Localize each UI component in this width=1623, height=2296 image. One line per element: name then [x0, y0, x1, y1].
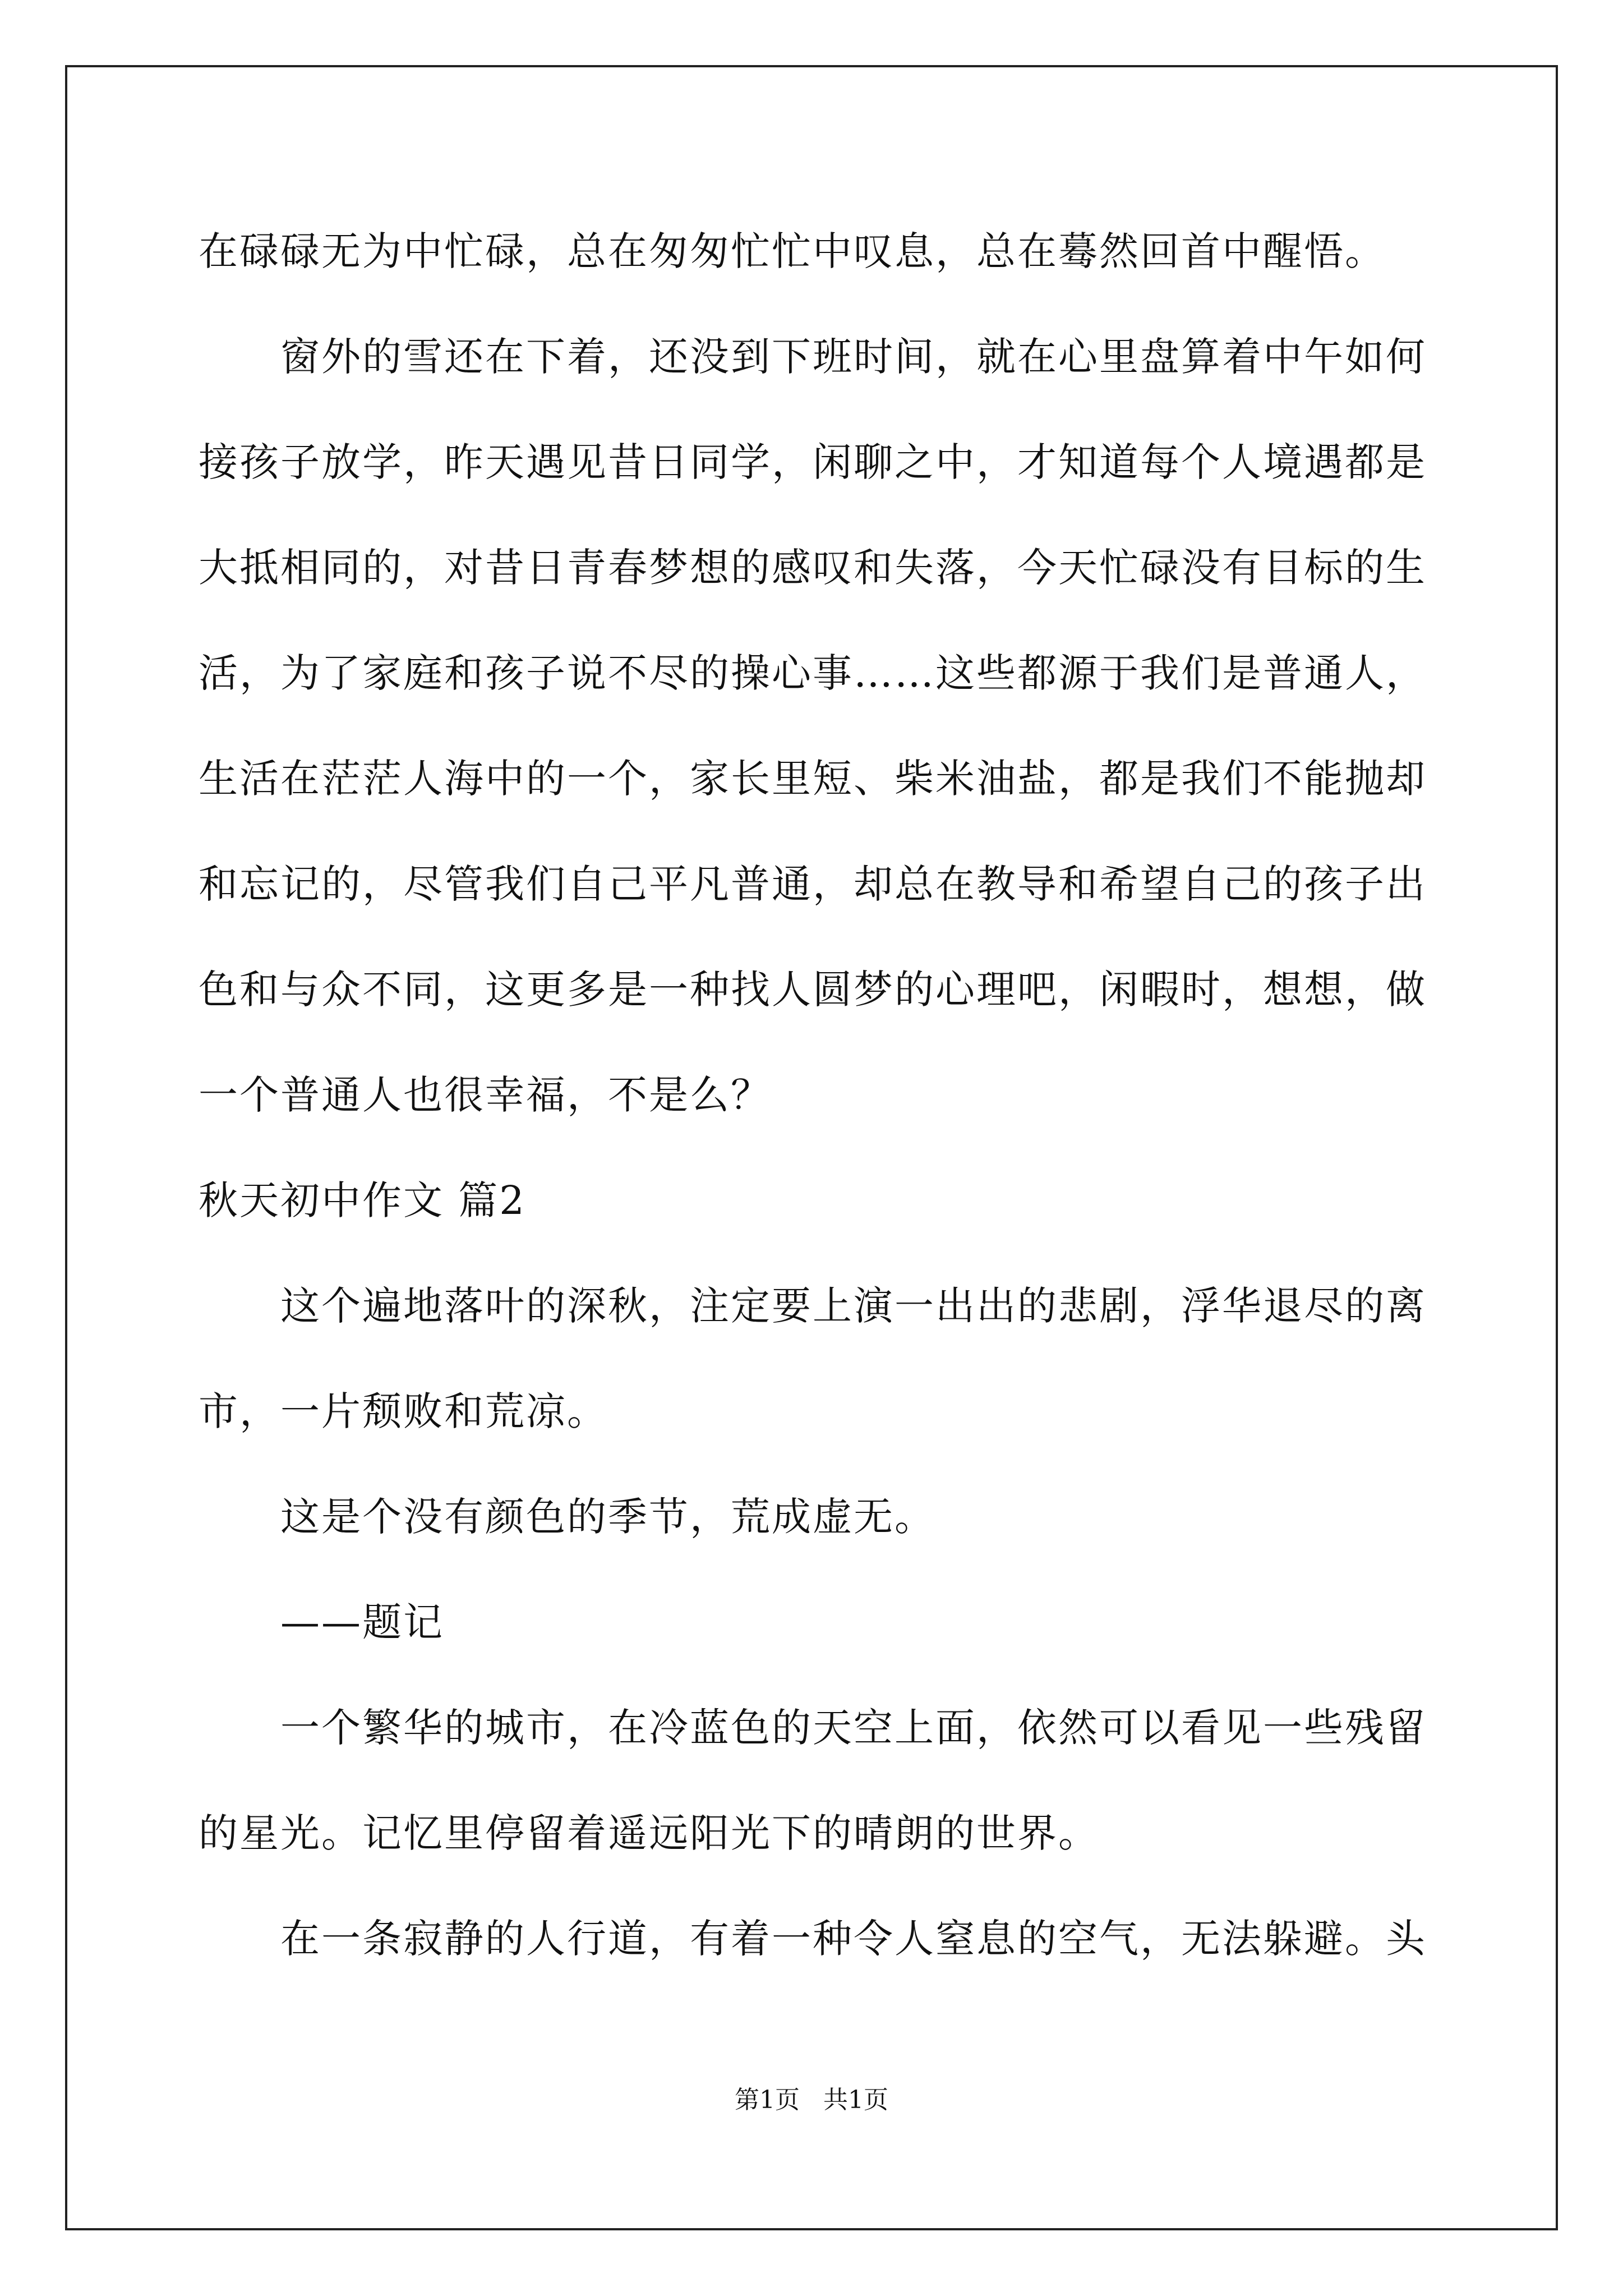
paragraph-line: 和忘记的，尽管我们自己平凡普通，却总在教导和希望自己的孩子出 [199, 861, 1427, 907]
page-footer: 第1页 共1页 [735, 2086, 888, 2114]
epigraph-attribution: ——题记 [280, 1599, 444, 1645]
paragraph-line: 色和与众不同，这更多是一种找人圆梦的心理吧，闲暇时，想想，做 [199, 967, 1427, 1013]
paragraph-line: 一个繁华的城市，在冷蓝色的天空上面，依然可以看见一些残留 [280, 1705, 1427, 1751]
paragraph-line: 这是个没有颜色的季节，荒成虚无。 [280, 1494, 935, 1540]
paragraph-line: 窗外的雪还在下着，还没到下班时间，就在心里盘算着中午如何 [280, 334, 1427, 380]
paragraph-line: 在一条寂静的人行道，有着一种令人窒息的空气，无法躲避。头 [280, 1916, 1427, 1962]
section-heading: 秋天初中作文 篇2 [199, 1177, 526, 1223]
paragraph-line: 生活在茫茫人海中的一个，家长里短、柴米油盐，都是我们不能抛却 [199, 756, 1427, 802]
paragraph-line: 接孩子放学，昨天遇见昔日同学，闲聊之中，才知道每个人境遇都是 [199, 439, 1427, 485]
paragraph-line: 这个遍地落叶的深秋，注定要上演一出出的悲剧，浮华退尽的离 [280, 1283, 1427, 1329]
paragraph-line: 一个普通人也很幸福，不是么？ [199, 1072, 772, 1118]
paragraph-line: 市，一片颓败和荒凉。 [199, 1388, 608, 1434]
paragraph-line: 大抵相同的，对昔日青春梦想的感叹和失落，今天忙碌没有目标的生 [199, 545, 1427, 591]
paragraph-line: 在碌碌无为中忙碌，总在匆匆忙忙中叹息，总在蓦然回首中醒悟。 [199, 228, 1386, 274]
paragraph-line: 活，为了家庭和孩子说不尽的操心事……这些都源于我们是普通人， [199, 650, 1427, 696]
paragraph-line: 的星光。记忆里停留着遥远阳光下的晴朗的世界。 [199, 1810, 1099, 1856]
